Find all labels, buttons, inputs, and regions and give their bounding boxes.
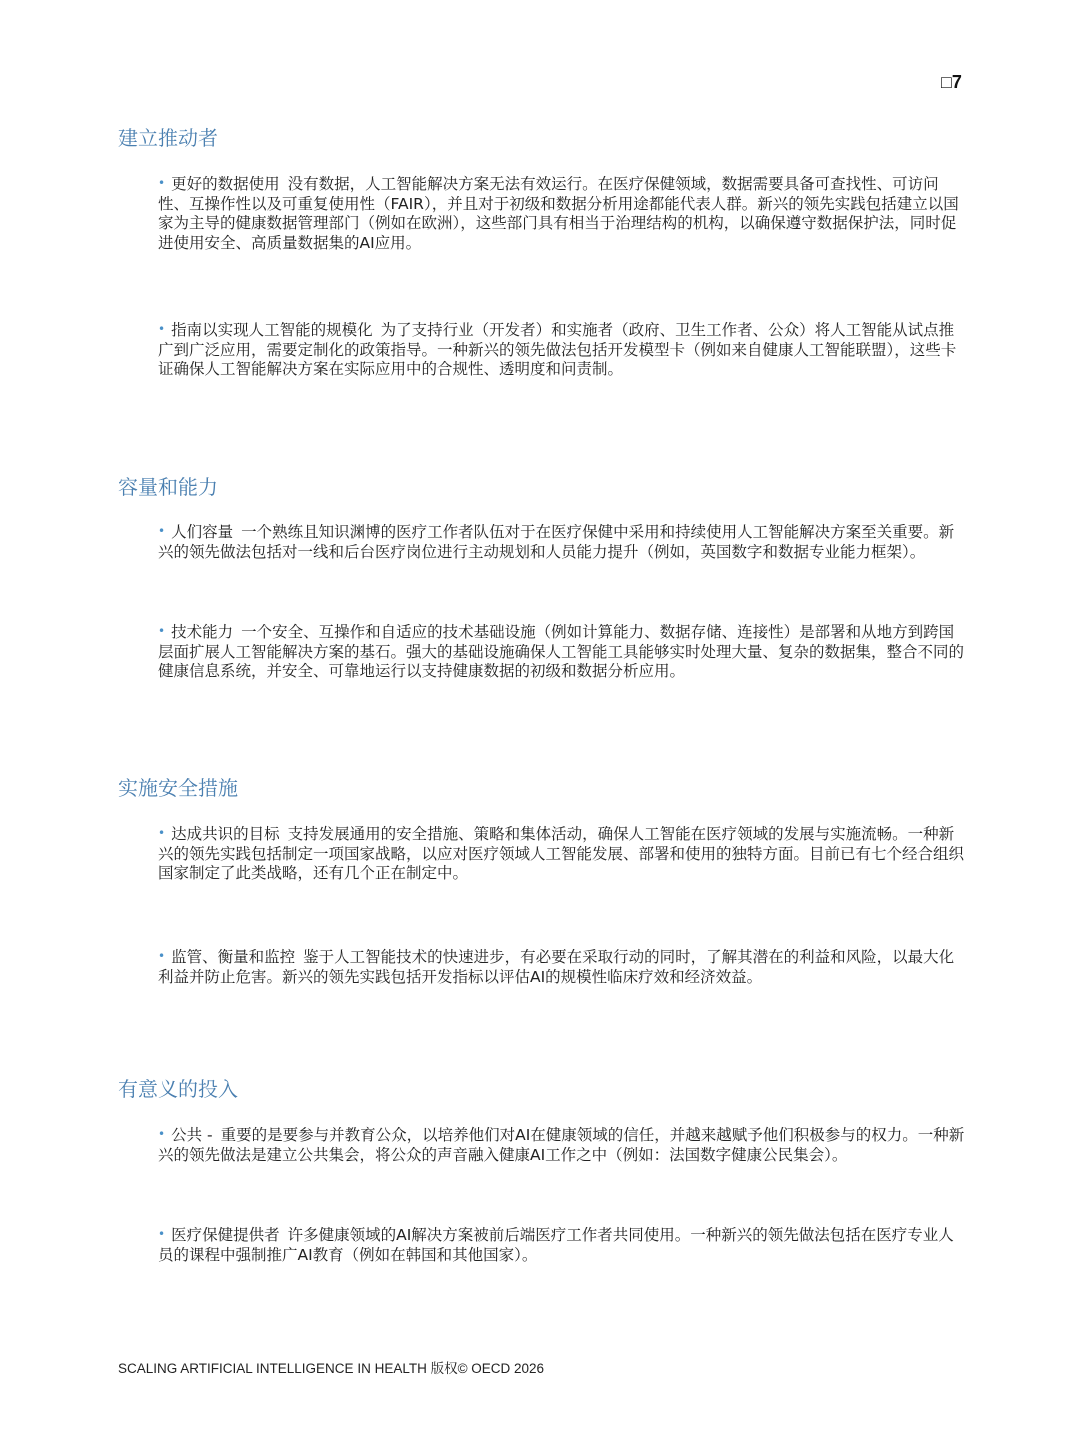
item-lead: 更好的数据使用 <box>171 175 280 193</box>
bullet-icon: • <box>158 1127 166 1141</box>
item-text: 一个熟练且知识渊博的医疗工作者队伍对于在医疗保健中采用和持续使用人工智能解决方案至关重要。新兴的领先做法包括对一线和后台医疗岗位进行主动规划和人员能力提升（例如，英国数字和数据专业能力框架）。 <box>158 523 955 561</box>
list-item <box>158 320 966 380</box>
item-text: 没有数据，人工智能解决方案无法有效运行。在医疗保健领域，数据需要具备可查找性、可访问性、互操作性以及可重复使用性（FAIR），并且对于初级和数据分析用途都能代表人群。新兴的领先实践包括建立以国家为主导的健康数据管理部门（例如在欧洲），这些部门具有相当于治理结构的机构，以确保遵守数据保护法，同时促进使用安全、高质量数据集的AI应用。 <box>158 175 959 252</box>
bullet-icon: • <box>158 322 166 336</box>
bullet-icon: • <box>158 1227 166 1241</box>
bullet-icon: • <box>158 826 166 840</box>
item-lead: 医疗保健提供者 <box>171 1226 280 1244</box>
section-title-capacity: 容量和能力 <box>118 475 218 499</box>
list-item <box>158 622 966 682</box>
page-footer: SCALING ARTIFICIAL INTELLIGENCE IN HEALTH 版权© OECD 2026 <box>118 1361 545 1376</box>
list-item <box>158 824 966 884</box>
list-item <box>158 1125 966 1165</box>
item-text: 鉴于人工智能技术的快速进步，有必要在采取行动的同时，了解其潜在的利益和风险，以最大化利益并防止危害。新兴的领先实践包括开发指标以评估AI的规模性临床疗效和经济效益。 <box>158 948 955 986</box>
item-lead: 公共 - <box>171 1126 213 1144</box>
list-item <box>158 174 966 253</box>
bullet-icon: • <box>158 624 166 638</box>
list-item <box>158 947 966 987</box>
item-lead: 指南以实现人工智能的规模化 <box>171 321 373 339</box>
item-text: 重要的是要参与并教育公众，以培养他们对AI在健康领域的信任，并越来越赋予他们积极参与的权力。一种新兴的领先做法是建立公共集会，将公众的声音融入健康AI工作之中（例如：法国数字健康公民集会）。 <box>158 1126 965 1164</box>
item-lead: 人们容量 <box>171 523 234 541</box>
bullet-icon: • <box>158 176 166 190</box>
list-item <box>158 522 966 562</box>
bullet-icon: • <box>158 524 166 538</box>
page-number: □7 <box>941 72 962 92</box>
item-text: 一个安全、互操作和自适应的技术基础设施（例如计算能力、数据存储、连接性）是部署和从地方到跨国层面扩展人工智能解决方案的基石。强大的基础设施确保人工智能工具能够实时处理大量、复杂的数据集，整合不同的健康信息系统，并安全、可靠地运行以支持健康数据的初级和数据分析应用。 <box>158 623 965 680</box>
bullet-icon: • <box>158 949 166 963</box>
section-title-enablers: 建立推动者 <box>118 126 218 150</box>
item-lead: 达成共识的目标 <box>171 825 280 843</box>
section-title-engagement: 有意义的投入 <box>118 1077 238 1101</box>
section-title-safeguards: 实施安全措施 <box>118 776 238 800</box>
item-text: 支持发展通用的安全措施、策略和集体活动，确保人工智能在医疗领域的发展与实施流畅。一种新兴的领先实践包括制定一项国家战略，以应对医疗领域人工智能发展、部署和使用的独特方面。目前已有七个经合组织国家制定了此类战略，还有几个正在制定中。 <box>158 825 965 882</box>
item-text: 为了支持行业（开发者）和实施者（政府、卫生工作者、公众）将人工智能从试点推广到广泛应用，需要定制化的政策指导。一种新兴的领先做法包括开发模型卡（例如来自健康人工智能联盟），这些卡证确保人工智能解决方案在实际应用中的合规性、透明度和问责制。 <box>158 321 957 378</box>
item-lead: 监管、衡量和监控 <box>171 948 296 966</box>
item-lead: 技术能力 <box>171 623 234 641</box>
list-item <box>158 1225 966 1265</box>
item-text: 许多健康领域的AI解决方案被前后端医疗工作者共同使用。一种新兴的领先做法包括在医疗专业人员的课程中强制推广AI教育（例如在韩国和其他国家）。 <box>158 1226 954 1264</box>
